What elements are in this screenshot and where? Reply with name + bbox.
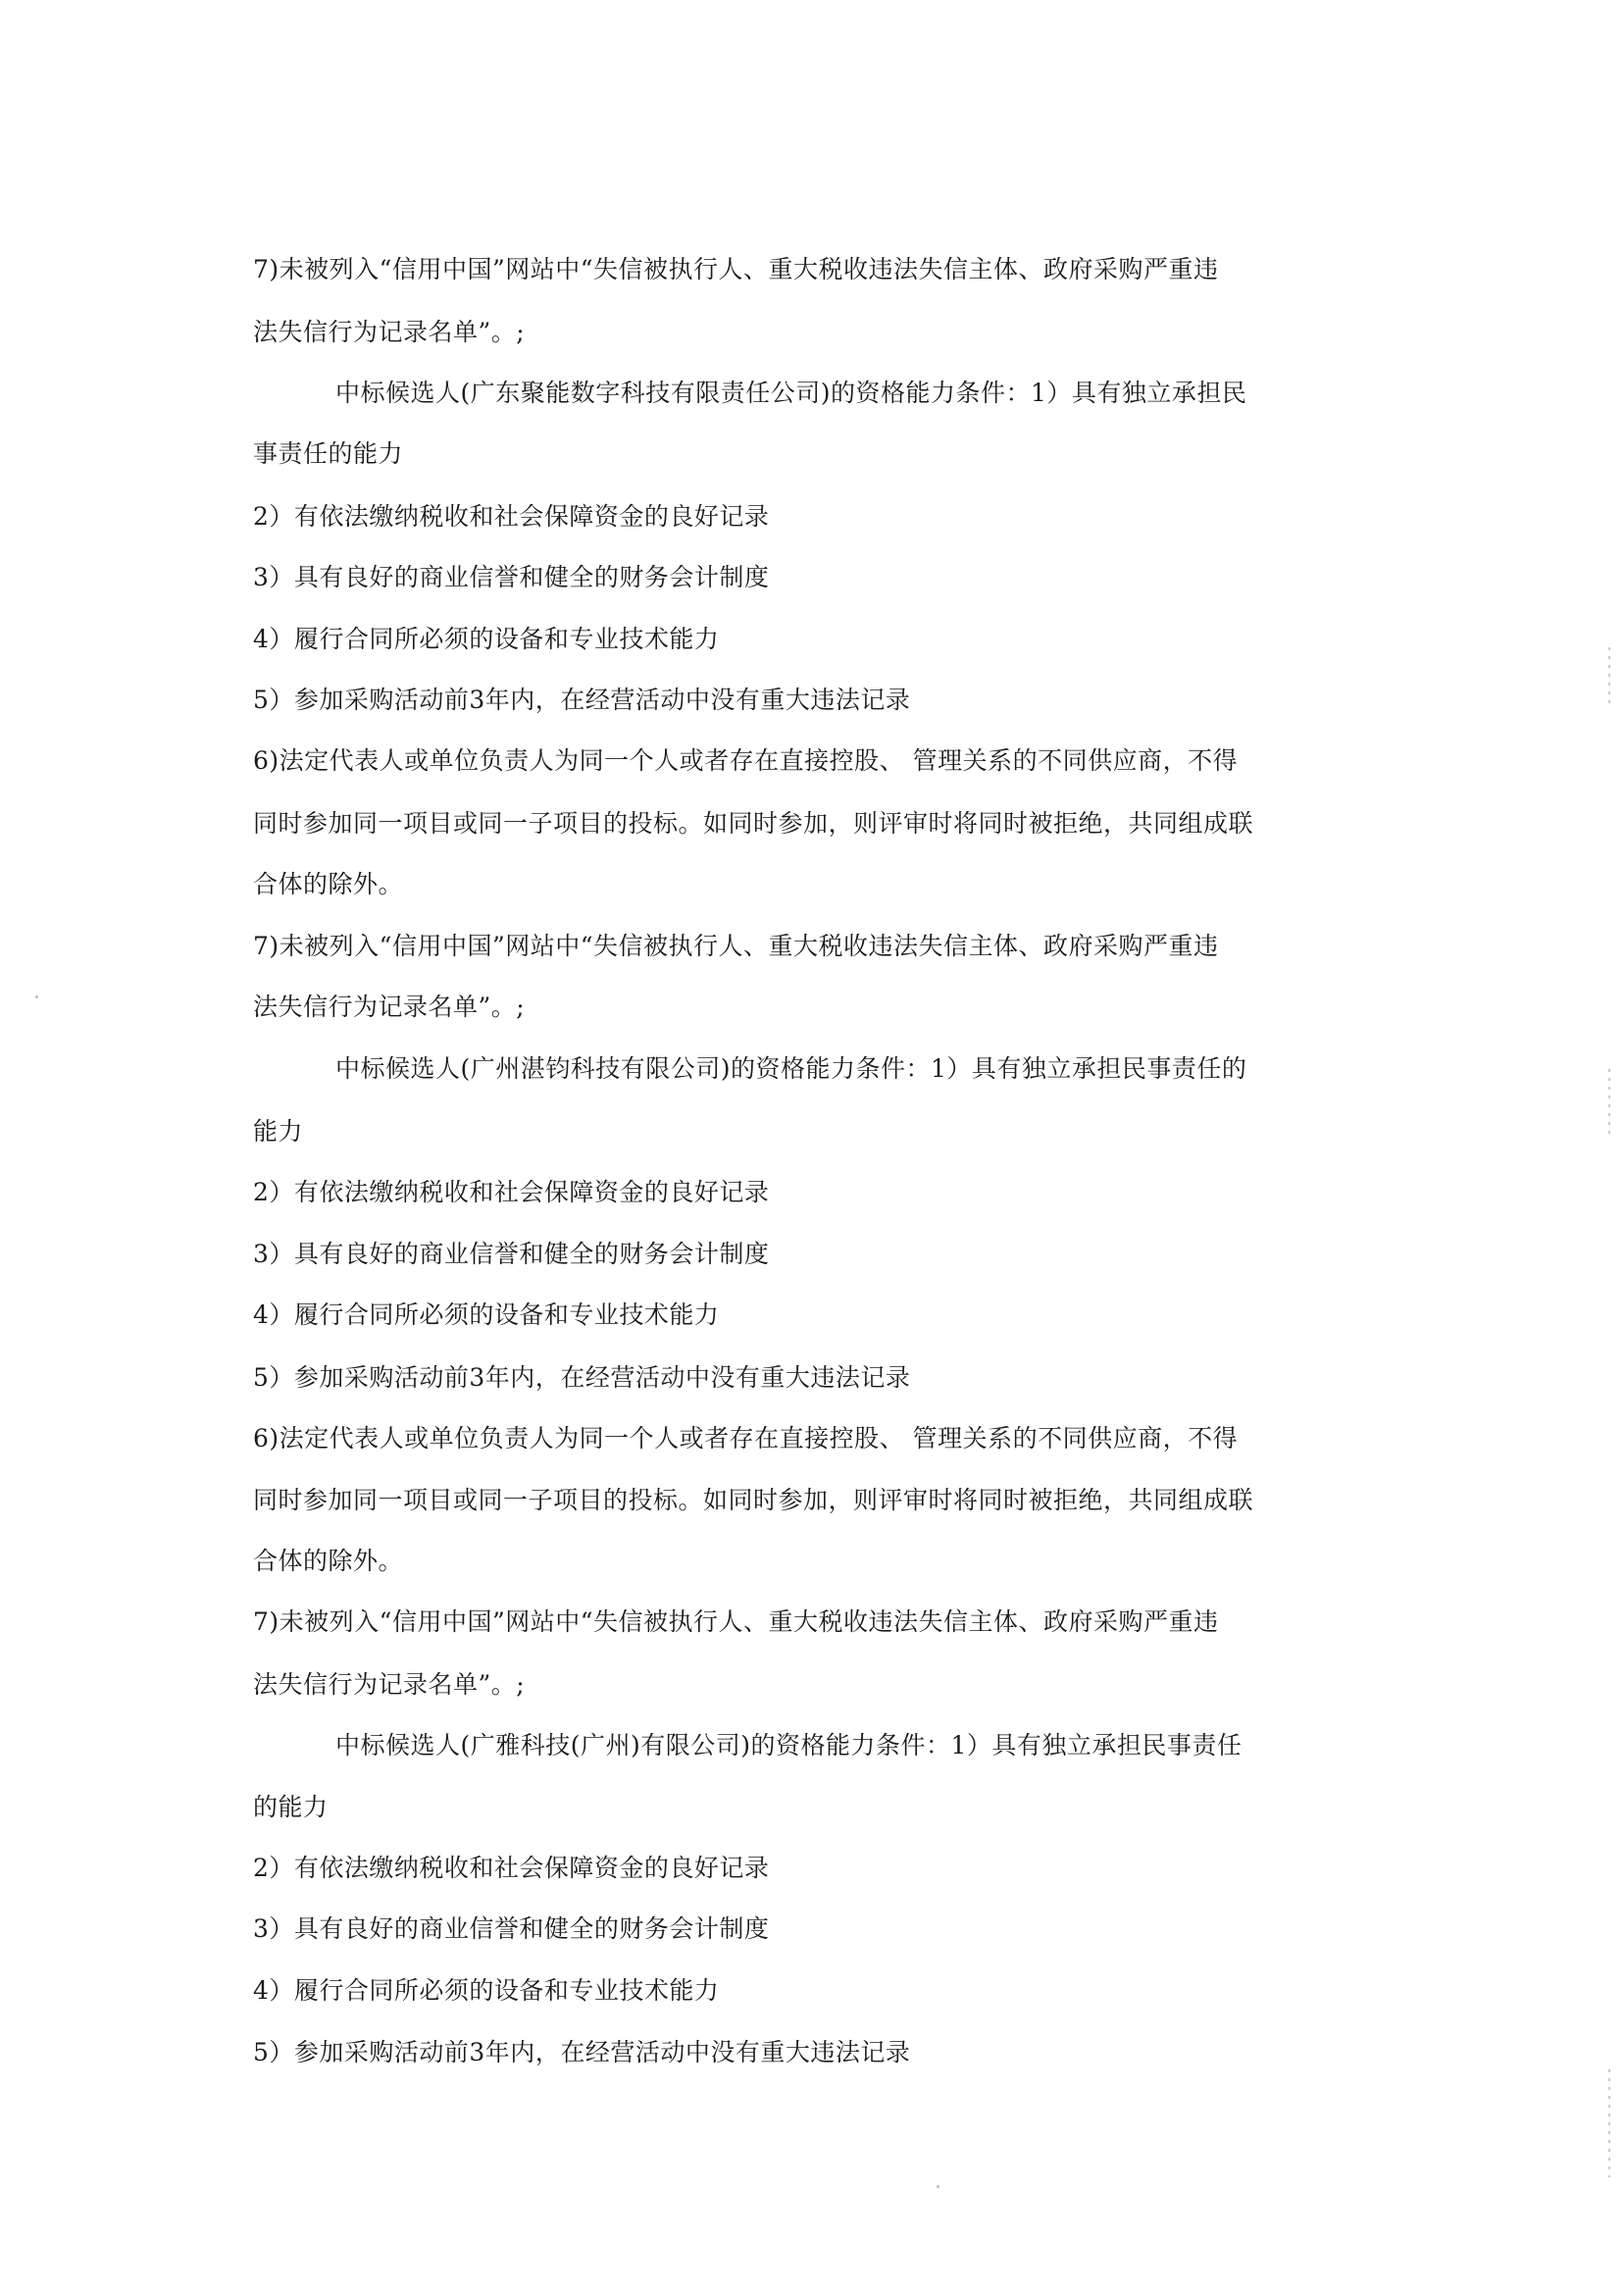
text-line: 合体的除外。	[253, 870, 404, 898]
text-line: 5）参加采购活动前3年内，在经营活动中没有重大违法记录	[253, 1363, 911, 1392]
text-line: 5）参加采购活动前3年内，在经营活动中没有重大违法记录	[253, 2038, 911, 2066]
text-line: 6)法定代表人或单位负责人为同一个人或者存在直接控股、 管理关系的不同供应商，不得	[253, 1424, 1239, 1452]
text-line: 同时参加同一项目或同一子项目的投标。如同时参加，则评审时将同时被拒绝，共同组成联	[253, 809, 1254, 838]
text-line: 能力	[253, 1117, 304, 1146]
scan-dot	[35, 995, 38, 998]
text-line: 7)未被列入“信用中国”网站中“失信被执行人、重大税收违法失信主体、政府采购严重违	[253, 1607, 1219, 1636]
text-line: 法失信行为记录名单”。;	[253, 318, 526, 346]
text-line: 3）具有良好的商业信誉和健全的财务会计制度	[253, 563, 770, 591]
scan-edge-mark	[1608, 1069, 1610, 1138]
text-line: 同时参加同一项目或同一子项目的投标。如同时参加，则评审时将同时被拒绝，共同组成联	[253, 1486, 1254, 1514]
text-line: 合体的除外。	[253, 1547, 404, 1575]
candidate-heading: 中标候选人(广东聚能数字科技有限责任公司)的资格能力条件：1）具有独立承担民	[335, 379, 1247, 407]
candidate-heading: 中标候选人(广雅科技(广州)有限公司)的资格能力条件：1）具有独立承担民事责任	[335, 1731, 1243, 1759]
text-line: 7)未被列入“信用中国”网站中“失信被执行人、重大税收违法失信主体、政府采购严重违	[253, 255, 1219, 283]
scan-dot	[937, 2185, 939, 2188]
text-line: 2）有依法缴纳税收和社会保障资金的良好记录	[253, 1178, 770, 1206]
text-line: 4）履行合同所必须的设备和专业技术能力	[253, 625, 720, 653]
text-line: 法失信行为记录名单”。;	[253, 1670, 526, 1699]
text-line: 6)法定代表人或单位负责人为同一个人或者存在直接控股、 管理关系的不同供应商，不得	[253, 746, 1239, 775]
text-line: 2）有依法缴纳税收和社会保障资金的良好记录	[253, 1854, 770, 1882]
candidate-heading: 中标候选人(广州湛钧科技有限公司)的资格能力条件：1）具有独立承担民事责任的	[335, 1054, 1247, 1083]
text-line: 2）有依法缴纳税收和社会保障资金的良好记录	[253, 502, 770, 531]
text-line: 事责任的能力	[253, 439, 404, 468]
text-line: 5）参加采购活动前3年内，在经营活动中没有重大违法记录	[253, 686, 911, 714]
text-line: 4）履行合同所必须的设备和专业技术能力	[253, 1976, 720, 2005]
text-line: 法失信行为记录名单”。;	[253, 993, 526, 1021]
text-line: 的能力	[253, 1793, 329, 1821]
text-line: 3）具有良好的商业信誉和健全的财务会计制度	[253, 1240, 770, 1268]
text-line: 4）履行合同所必须的设备和专业技术能力	[253, 1300, 720, 1329]
text-line: 7)未被列入“信用中国”网站中“失信被执行人、重大税收违法失信主体、政府采购严重违	[253, 932, 1219, 960]
scan-edge-mark	[1608, 2069, 1610, 2177]
text-line: 3）具有良好的商业信誉和健全的财务会计制度	[253, 1914, 770, 1943]
scan-edge-mark	[1608, 647, 1610, 706]
